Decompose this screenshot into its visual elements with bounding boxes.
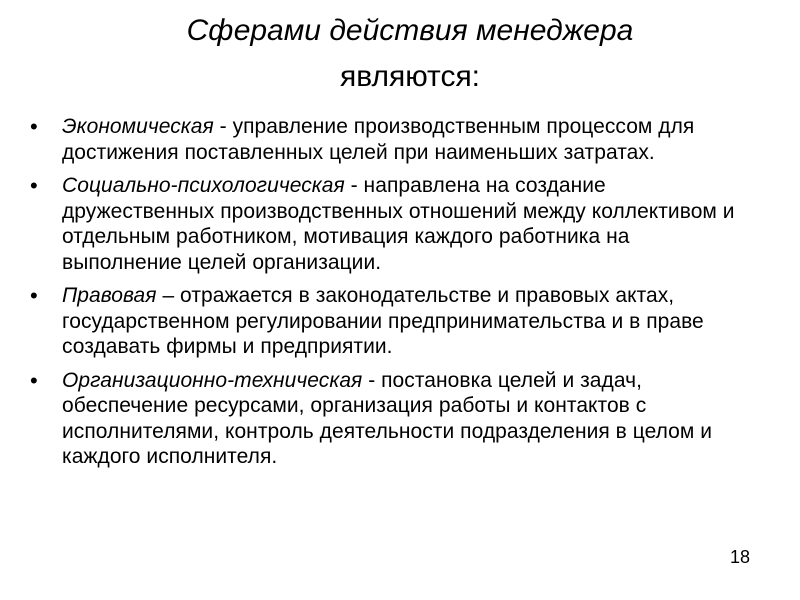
bullet-term: Организационно-техническая: [62, 368, 363, 392]
bullet-text: - управление производственным процессом для достижения поставленных целей при наименьших затратах.: [62, 115, 695, 164]
bullet-text: - постановка целей и задач, обеспечение ресурсами, организация работы и контактов с исполнителями, контроль деятельности подразделения в целом и каждого исполнителя.: [62, 368, 713, 468]
bullet-item-economic: [30, 114, 750, 165]
bullet-text: - направлена на создание дружественных производственных отношений между коллективом и отдельным работником, мотивация каждого работника на выполнение целей организации.: [62, 174, 735, 274]
bullet-term: Экономическая: [62, 115, 214, 138]
bullet-term: Социально-психологическая: [62, 174, 345, 197]
bullet-text: – отражается в законодательстве и правовых актах, государственном регулировании предпринимательства и в праве создавать фирмы и предприятии.: [62, 284, 704, 358]
slide-title-line1: Сферами действия менеджера: [186, 14, 634, 47]
slide-title: [80, 8, 740, 100]
bullet-item-legal: [30, 283, 750, 360]
bullet-icon: •: [30, 283, 38, 308]
bullet-item-social-psychological: [30, 173, 750, 275]
bullet-icon: •: [30, 114, 38, 139]
slide-title-line2: являются:: [339, 60, 481, 93]
bullet-list: [30, 114, 750, 478]
bullet-icon: •: [30, 367, 38, 393]
bullet-item-organizational-technical: [30, 368, 750, 470]
page-number: 18: [729, 547, 750, 567]
bullet-icon: •: [30, 173, 38, 198]
bullet-term: Правовая: [62, 284, 157, 307]
